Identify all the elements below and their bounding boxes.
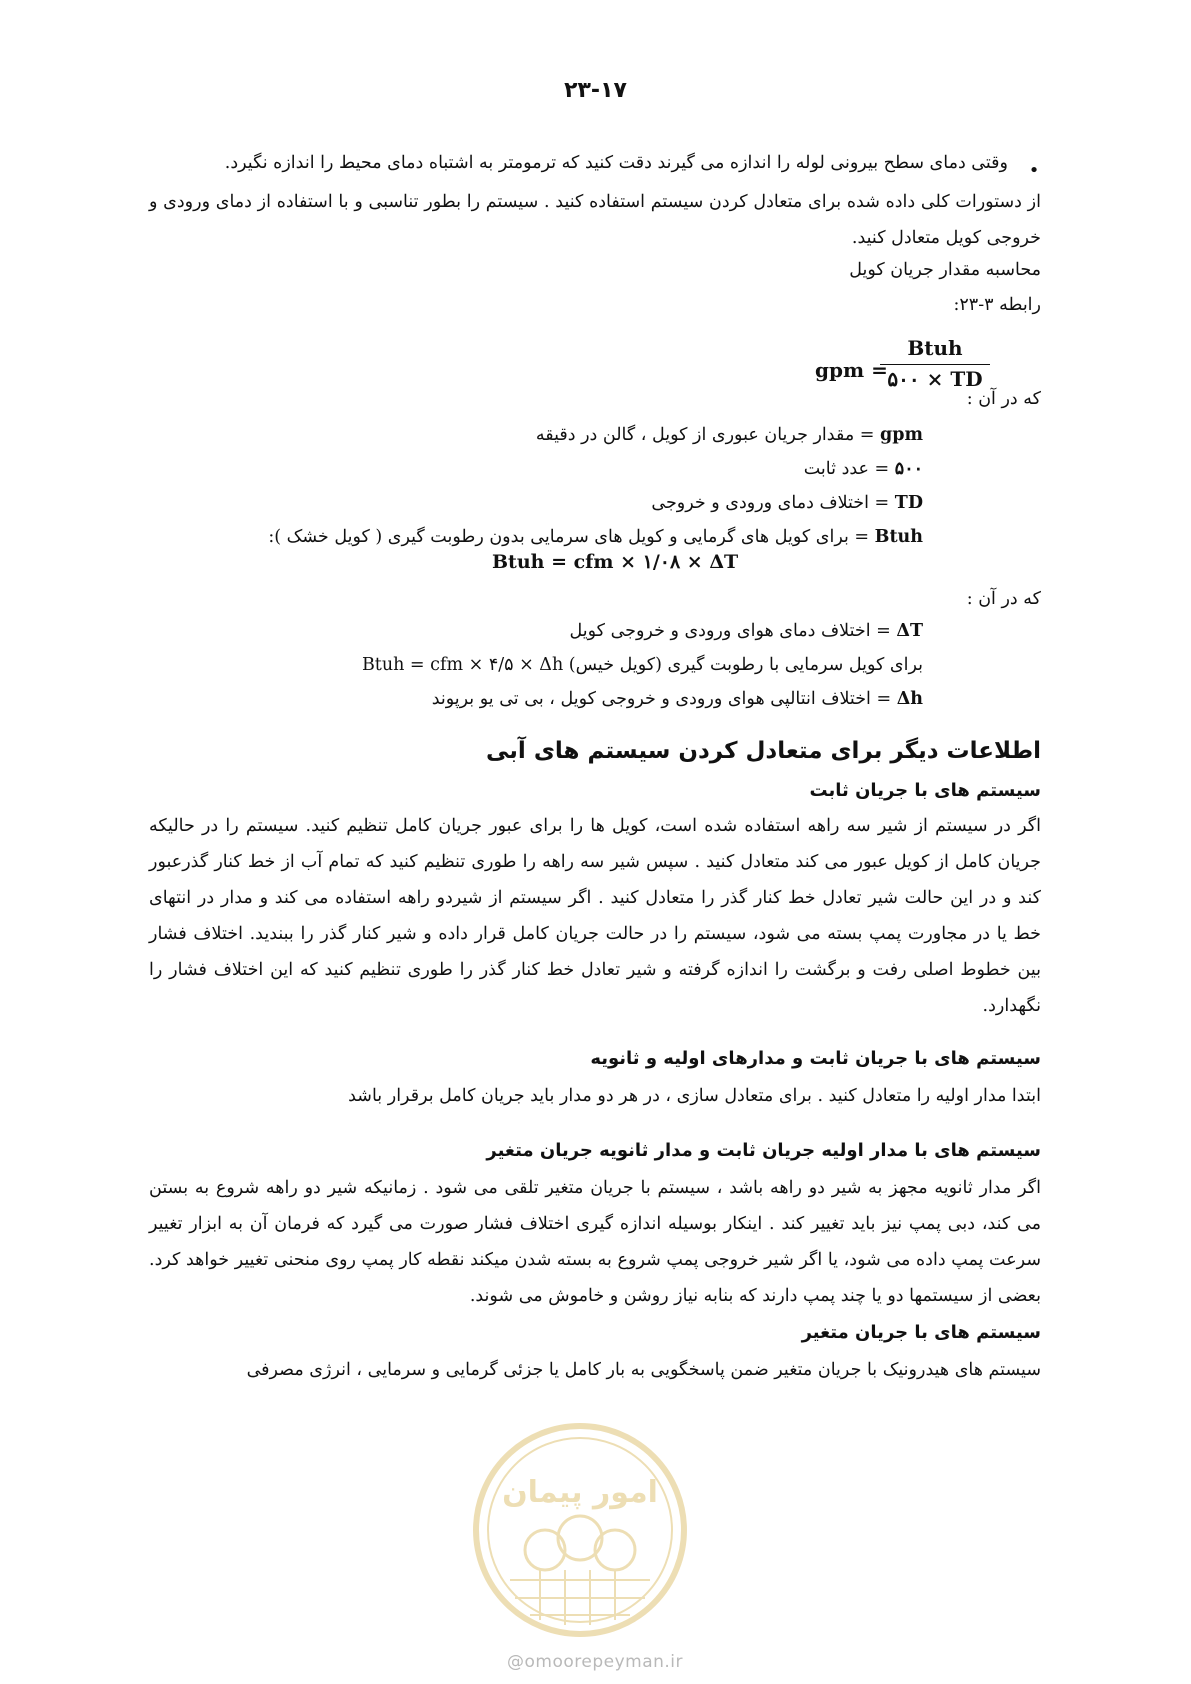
bullet-text: وقتی دمای سطح بیرونی لوله را اندازه می گیرند دقت کنید که ترمومتر به اشتباه دمای محیط را اندازه نگیرد. [224, 153, 1008, 173]
definition-item: gpm = مقدار جریان عبوری از کویل ، گالن در دقیقه [535, 425, 923, 445]
section-body: سیستم های هیدرونیک با جریان متغیر ضمن پاسخگویی به بار کامل یا جزئی گرمایی و سرمایی ، انرژی مصرفی [246, 1360, 1041, 1380]
section-body: ابتدا مدار اولیه را متعادل کنید . برای متعادل سازی ، در هر دو مدار باید جریان کامل برقرار باشد [348, 1086, 1041, 1106]
formula-lhs: gpm = [815, 358, 888, 382]
section-heading: اطلاعات دیگر برای متعادل کردن سیستم های آبی [486, 738, 1041, 764]
bullet-marker: • [1028, 160, 1040, 181]
definition-item: برای کویل سرمایی با رطوبت گیری (کویل خیس) Btuh = cfm × ۴/۵ × Δh [361, 655, 923, 675]
section-title: سیستم های با جریان ثابت و مدارهای اولیه و ثانویه [590, 1048, 1041, 1069]
section-body: اگر در سیستم از شیر سه راهه استفاده شده است، کویل ها را برای عبور جریان کامل تنظیم کنید. سیستم را در حالیکه جریان کامل از کویل عبور می کند متعادل کنید . سپس شیر سه راهه را طوری تنظیم کنید که تمام آب از خط کنار گذرعبور کند و در این حالت شیر تعادل خط کنار گذر را متعادل کنید . اگر سیستم از شیردو راهه استفاده می کند و مدار در انتهای خط یا در مجاورت پمپ بسته می شود، سیستم را در حالت جریان کامل قرار داده و شیر کنار گذر را ببندید. اختلاف فشار بین خطوط اصلی رفت و برگشت را اندازه گرفته و شیر تعادل خط کنار گذر را طوری تنظیم کنید که این اختلاف فشار را نگهدارد. [149, 816, 1041, 1016]
definition-item: Btuh = برای کویل های گرمایی و کویل های سرمایی بدون رطوبت گیری ( کویل خشک ): [268, 527, 923, 547]
where-label-2: که در آن : [966, 589, 1041, 609]
definition-item: ΔT = اختلاف دمای هوای ورودی و خروجی کویل [569, 621, 923, 641]
relation-label: رابطه ۳-۲۳: [953, 295, 1041, 315]
calc-title: محاسبه مقدار جریان کویل [849, 260, 1041, 280]
section-title: سیستم های با جریان ثابت [809, 780, 1041, 801]
watermark-url: @omoorepeyman.ir [506, 1652, 684, 1672]
formula-dry-coil: Btuh = cfm × ۱/۰۸ × ΔT [492, 551, 739, 573]
svg-text:امور پیمان: امور پیمان [502, 1475, 658, 1510]
section-title: سیستم های با مدار اولیه جریان ثابت و مدار ثانویه جریان متغیر [486, 1140, 1041, 1161]
section-title: سیستم های با جریان متغیر [801, 1322, 1041, 1343]
intro-paragraph: از دستورات کلی داده شده برای متعادل کردن سیستم استفاده کنید . سیستم را بطور تناسبی و با استفاده از دمای ورودی و خروجی کویل متعادل کنید. [149, 192, 1041, 248]
formula-numerator: Btuh [880, 336, 990, 365]
definition-item: TD = اختلاف دمای ورودی و خروجی [651, 493, 923, 513]
definition-item: Δh = اختلاف انتالپی هوای ورودی و خروجی کویل ، بی تی یو برپوند [431, 689, 923, 709]
formula-denominator: ۵۰۰ × TD [887, 367, 983, 391]
page-number: ۲۳-۱۷ [564, 78, 627, 103]
definition-item: ۵۰۰ = عدد ثابت [803, 459, 923, 479]
where-label-1: که در آن : [966, 389, 1041, 409]
watermark-logo-icon [470, 1420, 690, 1640]
section-body: اگر مدار ثانویه مجهز به شیر دو راهه باشد ، سیستم با جریان متغیر تلقی می شود . زمانیکه شیر دو راهه شروع به بستن می کند، دبی پمپ نیز باید تغییر کند . اینکار بوسیله اندازه گیری اختلاف فشار صورت می گیرد که فرمان آن به ابزار تغییر سرعت پمپ داده می شود، یا اگر شیر خروجی پمپ شروع به بسته شدن میکند نقطه کار پمپ روی منحنی تغییر خواهد کرد. بعضی از سیستمها دو یا چند پمپ دارند که بنابه نیاز روشن و خاموش می شوند. [149, 1178, 1041, 1306]
